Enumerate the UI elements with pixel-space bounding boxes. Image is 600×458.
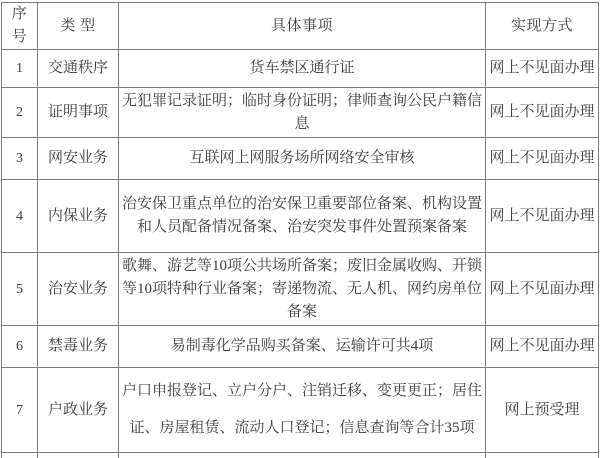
cell-index: 2 [2,88,38,138]
cell-item [119,453,486,458]
table-row [2,180,599,253]
cell-type: 治安业务 [38,253,119,326]
header-row [2,3,599,50]
cell-item: 货车禁区通行证 [119,50,486,88]
cell-method: 网上不见面办理 [486,253,599,326]
cell-item: 易制毒化学品购买备案、运输许可共4项 [119,326,486,368]
cell-item: 户口申报登记、立户分户、注销迁移、变更更正；居住证、房屋租赁、流动人口登记；信息查询等合计35项 [119,368,486,453]
cell-index: 3 [2,138,38,180]
cell-item: 治安保卫重点单位的治安保卫重要部位备案、机构设置和人员配备情况备案、治安突发事件处置预案备案 [119,180,486,253]
service-items-table [1,2,599,458]
table-row [2,50,599,88]
table-row [2,368,599,453]
cell-item: 歌舞、游艺等10项公共场所备案；废旧金属收购、开锁等10项特种行业备案；寄递物流、无人机、网约房单位备案 [119,253,486,326]
cell-type: 交通秩序 [38,50,119,88]
table-row-partial [2,453,599,458]
table-row [2,253,599,326]
table-row [2,88,599,138]
cell-method: 网上不见面办理 [486,88,599,138]
cell-index: 7 [2,368,38,453]
table-row [2,326,599,368]
col-header-item: 具体事项 [119,3,486,50]
table-row [2,138,599,180]
cell-type [38,453,119,458]
cell-type: 户政业务 [38,368,119,453]
cell-type: 禁毒业务 [38,326,119,368]
cell-method: 网上不见面办理 [486,138,599,180]
cell-method: 网上预受理 [486,368,599,453]
cell-method: 网上不见面办理 [486,326,599,368]
col-header-type: 类 型 [38,3,119,50]
cell-item: 无犯罪记录证明；临时身份证明；律师查询公民户籍信息 [119,88,486,138]
cell-item: 互联网上网服务场所网络安全审核 [119,138,486,180]
cell-index: 5 [2,253,38,326]
cell-method: 网上不见面办理 [486,180,599,253]
cell-type: 网安业务 [38,138,119,180]
cell-index [2,453,38,458]
cell-method [486,453,599,458]
col-header-method: 实现方式 [486,3,599,50]
cell-index: 1 [2,50,38,88]
cell-type: 证明事项 [38,88,119,138]
cell-index: 6 [2,326,38,368]
col-header-index: 序 号 [2,3,38,50]
cell-method: 网上不见面办理 [486,50,599,88]
cell-index: 4 [2,180,38,253]
cell-type: 内保业务 [38,180,119,253]
